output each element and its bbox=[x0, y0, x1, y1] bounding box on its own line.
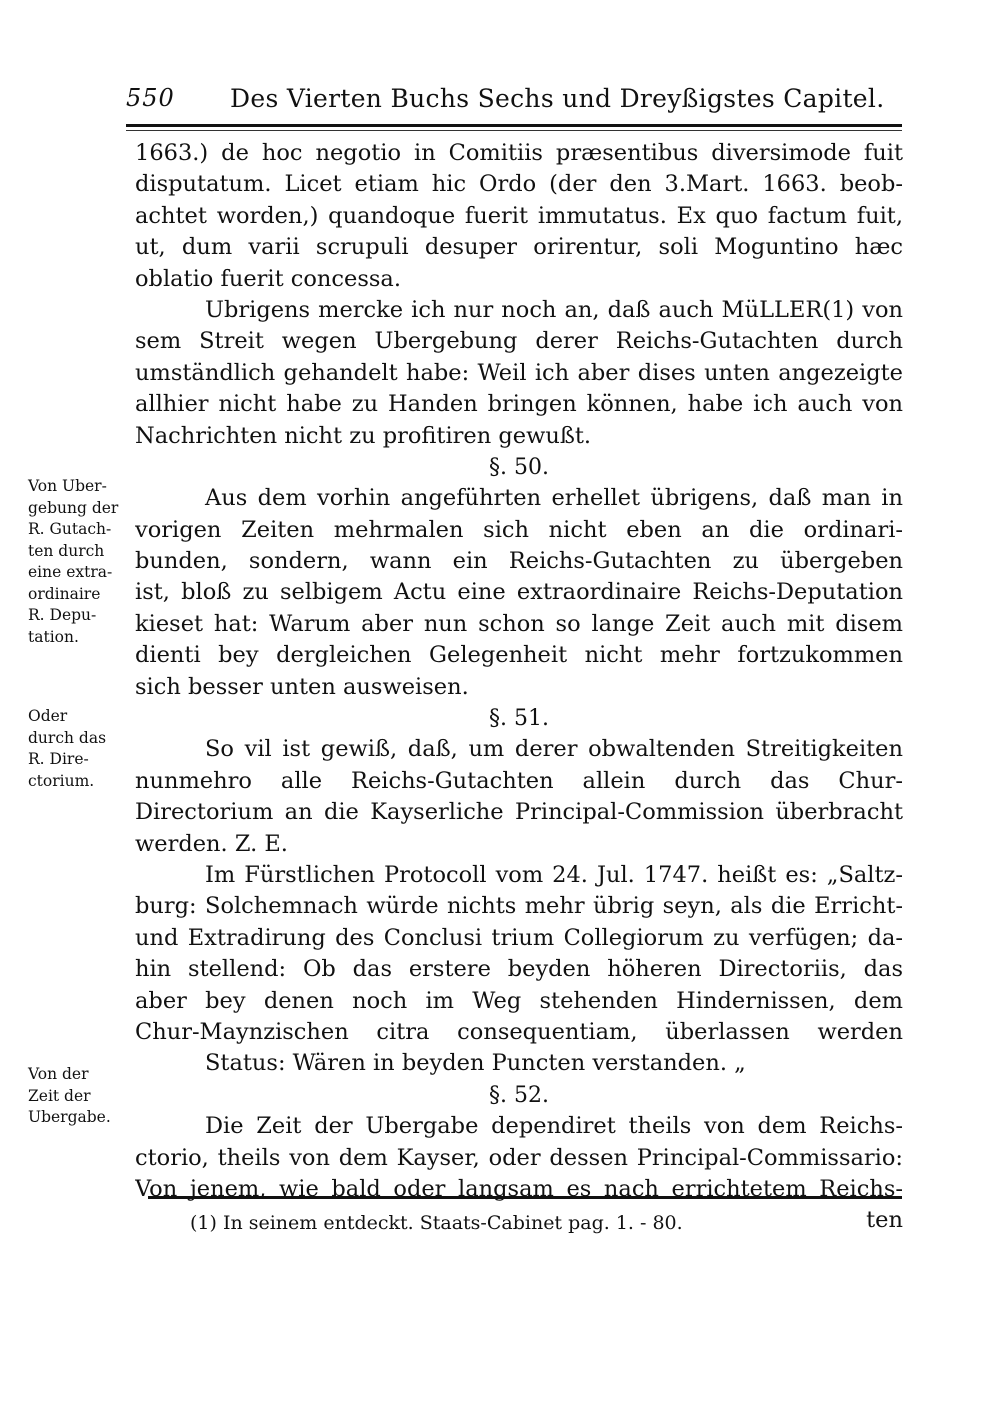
text-line: kieset hat: Warum aber nun schon so lange Zeit auch mit disem bbox=[135, 610, 903, 637]
text-line: achtet worden,) quandoque fuerit immutatus. Ex quo factum fuit, bbox=[135, 202, 903, 229]
text-line: 1663.) de hoc negotio in Comitiis præsentibus diversimode fuit bbox=[135, 140, 903, 166]
text-line: dienti bey dergleichen Gelegenheit nicht mehr fortzukommen bbox=[135, 642, 903, 669]
margin-note-line: durch das bbox=[28, 728, 107, 747]
text-line: Von jenem, wie bald oder langsam es nach errichtetem Reichs- bbox=[135, 1175, 903, 1202]
text-line: sem Streit wegen Ubergebung derer Reichs-Gutachten durch bbox=[135, 328, 903, 355]
page-number: 550 bbox=[126, 84, 175, 112]
text-line: nunmehro alle Reichs-Gutachten allein durch das Chur- bbox=[135, 767, 903, 794]
margin-note-line: ordinaire bbox=[28, 584, 101, 603]
margin-note-line: ten durch bbox=[28, 541, 105, 560]
margin-note-line: Von Uber- bbox=[28, 477, 107, 495]
margin-note-line: gebung der bbox=[28, 498, 119, 517]
margin-note bbox=[28, 1064, 126, 1129]
footnote: (1) In seinem entdeckt. Staats-Cabinet pag. 1. - 80. bbox=[190, 1212, 683, 1234]
margin-note-line: Ubergabe. bbox=[28, 1108, 111, 1126]
section-heading: §. 52. bbox=[489, 1082, 549, 1108]
text-line: oblatio fuerit concessa. bbox=[135, 265, 401, 292]
margin-note-line: tation. bbox=[28, 627, 79, 646]
margin-note-line: Von der bbox=[28, 1065, 89, 1083]
text-line: sich besser unten ausweisen. bbox=[135, 673, 469, 700]
header-rule-thin bbox=[126, 130, 902, 131]
text-line: burg: Solchemnach würde nichts mehr übrig seyn, als die Erricht- bbox=[135, 893, 903, 920]
text-line: disputatum. Licet etiam hic Ordo (der den 3.Mart. 1663. beob- bbox=[135, 171, 903, 198]
footnote-rule bbox=[148, 1196, 902, 1199]
text-line: Chur-Maynzischen citra consequentiam, überlassen werden bbox=[135, 1018, 903, 1045]
section-heading: §. 50. bbox=[489, 454, 549, 480]
text-line: Im Fürstlichen Protocoll vom 24. Jul. 1747. heißt es: „Saltz- bbox=[205, 861, 903, 888]
text-line: vorigen Zeiten mehrmalen sich nicht eben an die ordinari- bbox=[135, 516, 903, 543]
margin-note-line: Oder bbox=[28, 707, 68, 725]
running-title: Des Vierten Buchs Sechs und Dreyßigstes Capitel. bbox=[230, 84, 885, 113]
header-rule bbox=[126, 124, 902, 127]
section-heading: §. 51. bbox=[489, 706, 549, 732]
margin-note-line: R. Gutach- bbox=[28, 520, 112, 538]
text-line: allhier nicht habe zu Handen bringen können, habe ich auch von bbox=[135, 391, 903, 418]
margin-note bbox=[28, 476, 126, 648]
catchword: ten bbox=[866, 1207, 903, 1234]
text-line: bunden, sondern, wann ein Reichs-Gutachten zu übergeben bbox=[135, 548, 903, 575]
text-line: Status: Wären in beyden Puncten verstanden. „ bbox=[205, 1050, 746, 1077]
main-text bbox=[135, 138, 903, 1237]
margin-note-line: eine extra- bbox=[28, 563, 113, 581]
text-line: Die Zeit der Ubergabe dependiret theils von dem Reichs- bbox=[205, 1113, 903, 1140]
margin-note-line: Zeit der bbox=[28, 1086, 91, 1105]
text-line: werden. Z. E. bbox=[135, 830, 288, 857]
text-line: ctorio, theils von dem Kayser, oder dessen Principal-Commissario: bbox=[135, 1144, 903, 1171]
text-line: Aus dem vorhin angeführten erhellet übrigens, daß man in bbox=[205, 485, 903, 512]
text-line: umständlich gehandelt habe: Weil ich aber dises unten angezeigte bbox=[135, 359, 903, 386]
margin-note-line: R. Depu- bbox=[28, 606, 97, 624]
text-line: Ubrigens mercke ich nur noch an, daß auch MüLLER(1) von bbox=[205, 296, 903, 323]
text-line: So vil ist gewiß, daß, um derer obwaltenden Streitigkeiten bbox=[205, 736, 903, 763]
page-header bbox=[126, 84, 906, 124]
text-line: und Extradirung des Conclusi trium Collegiorum zu verfügen; da- bbox=[135, 924, 903, 951]
text-line: hin stellend: Ob das erstere beyden höheren Directoriis, das bbox=[135, 956, 903, 983]
text-line: aber bey denen noch im Weg stehenden Hindernissen, dem bbox=[135, 987, 903, 1014]
text-line: ist, bloß zu selbigem Actu eine extraordinaire Reichs-Deputation bbox=[135, 579, 903, 606]
text-line: ut, dum varii scrupuli desuper orirentur, soli Moguntino hæc bbox=[135, 234, 903, 261]
margin-note-line: ctorium. bbox=[28, 771, 95, 790]
text-line: Directorium an die Kayserliche Principal-Commission überbracht bbox=[135, 799, 903, 826]
text-line: Nachrichten nicht zu profitiren gewußt. bbox=[135, 422, 592, 449]
margin-note-line: R. Dire- bbox=[28, 750, 89, 768]
margin-note bbox=[28, 706, 126, 792]
